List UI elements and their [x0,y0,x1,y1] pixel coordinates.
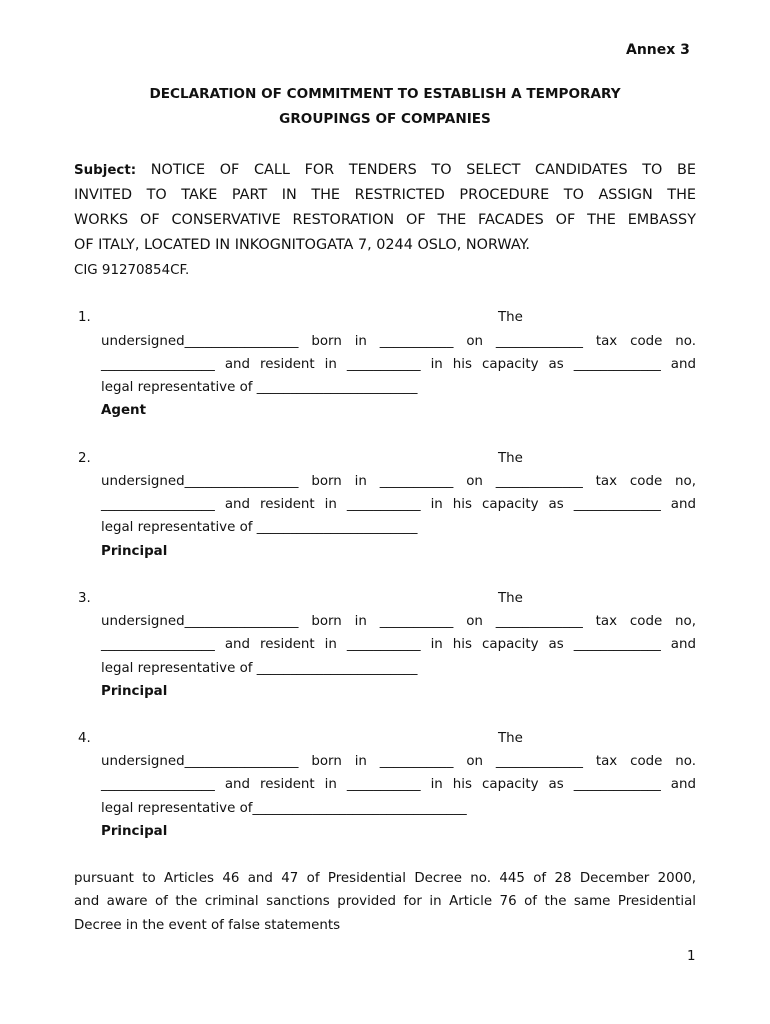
entry-3-line-3: legal representative of ________________________ [101,661,418,676]
entry-2-line-3: legal representative of ________________________ [101,520,418,535]
subject-line-2: INVITED TO TAKE PART IN THE RESTRICTED PROCEDURE TO ASSIGN THE [74,187,696,203]
entry-2-line-1: undersigned_________________ born in ___________ on _____________ tax code no, [101,474,696,489]
entry-4-line-1: undersigned_________________ born in ___________ on _____________ tax code no. [101,754,696,769]
entry-3-line-1: undersigned_________________ born in ___________ on _____________ tax code no, [101,614,696,629]
subject-line-4: OF ITALY, LOCATED IN INKOGNITOGATA 7, 0244 OSLO, NORWAY. [74,237,531,253]
entry-1-number: 1. [78,310,91,325]
entry-2-the: The [498,451,523,466]
entry-4-line-3: legal representative of________________________________ [101,801,467,816]
entry-2-number: 2. [78,451,91,466]
entry-1-line-2: _________________ and resident in ___________ in his capacity as _____________ and [101,357,696,372]
page-number: 1 [687,949,696,964]
entry-2-role: Principal [101,544,168,559]
entry-4-role: Principal [101,824,168,839]
entry-3-the: The [498,591,523,606]
subject-text-1: NOTICE OF CALL FOR TENDERS TO SELECT CANDIDATES TO BE [150,162,696,178]
entry-3-line-2: _________________ and resident in ___________ in his capacity as _____________ and [101,637,696,652]
cig-code: CIG 91270854CF. [74,263,190,278]
document-title-line-2: GROUPINGS OF COMPANIES [279,111,491,127]
entry-4-number: 4. [78,731,91,746]
entry-3-number: 3. [78,591,91,606]
subject-line-3: WORKS OF CONSERVATIVE RESTORATION OF THE FACADES OF THE EMBASSY [74,212,696,228]
entry-1-role: Agent [101,403,146,418]
entry-3-role: Principal [101,684,168,699]
subject-line-1 [74,162,696,178]
closing-line-3: Decree in the event of false statements [74,918,341,933]
annex-label: Annex 3 [626,42,690,58]
entry-4-line-2: _________________ and resident in ___________ in his capacity as _____________ and [101,777,696,792]
closing-line-2: and aware of the criminal sanctions provided for in Article 76 of the same Presidential [74,894,696,909]
entry-1-line-3: legal representative of ________________________ [101,380,418,395]
closing-line-1: pursuant to Articles 46 and 47 of Presidential Decree no. 445 of 28 December 2000, [74,871,696,886]
entry-1-the: The [498,310,523,325]
document-title-line-1: DECLARATION OF COMMITMENT TO ESTABLISH A TEMPORARY [149,86,621,102]
entry-2-line-2: _________________ and resident in ___________ in his capacity as _____________ and [101,497,696,512]
subject-label: Subject: [74,163,137,178]
entry-4-the: The [498,731,523,746]
entry-1-line-1: undersigned_________________ born in ___________ on _____________ tax code no. [101,334,696,349]
